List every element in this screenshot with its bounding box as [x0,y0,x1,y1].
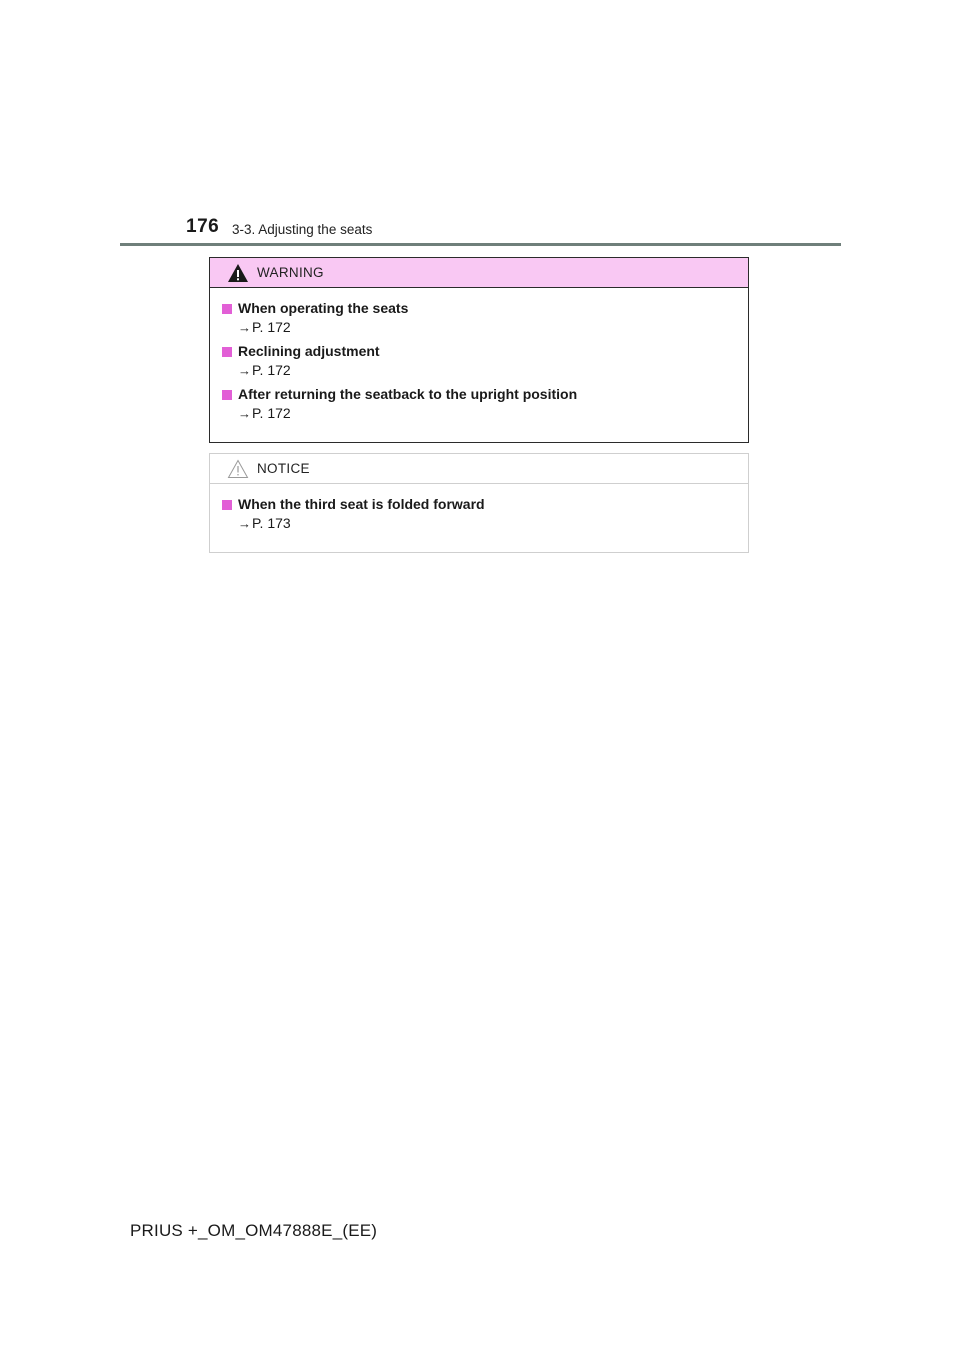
square-bullet-icon [222,500,232,510]
square-bullet-icon [222,390,232,400]
page-reference[interactable] [222,513,748,534]
notice-callout [209,453,749,553]
document-code: PRIUS +_OM_OM47888E_(EE) [130,1221,378,1240]
square-bullet-icon [222,304,232,314]
warning-item-title: Reclining adjustment [238,343,380,359]
notice-item-title: When the third seat is folded forward [238,496,485,512]
page-reference-text: P. 173 [252,515,291,531]
warning-body [210,288,748,424]
page-reference-text: P. 172 [252,362,291,378]
warning-item-title: After returning the seatback to the upright position [238,386,578,402]
notice-item [222,496,748,534]
warning-callout [209,257,749,443]
warning-item [222,343,748,381]
page-reference[interactable] [222,403,748,424]
notice-body [210,484,748,534]
warning-item-title: When operating the seats [238,300,409,316]
arrow-icon: → [238,406,251,421]
arrow-icon: → [238,516,251,531]
warning-header [210,258,748,288]
page-reference-text: P. 172 [252,319,291,335]
warning-triangle-icon [227,263,249,283]
notice-header [210,454,748,484]
notice-triangle-icon [227,459,249,479]
page-reference-text: P. 172 [252,405,291,421]
square-bullet-icon [222,347,232,357]
warning-item [222,386,748,424]
arrow-icon: → [238,363,251,378]
warning-label: WARNING [257,265,324,280]
page-reference[interactable] [222,360,748,381]
warning-item [222,300,748,338]
page-reference[interactable] [222,317,748,338]
page-number: 176 [186,216,220,237]
arrow-icon: → [238,320,251,335]
header-rule [120,243,841,246]
section-title: 3-3. Adjusting the seats [232,222,373,237]
notice-label: NOTICE [257,461,310,476]
